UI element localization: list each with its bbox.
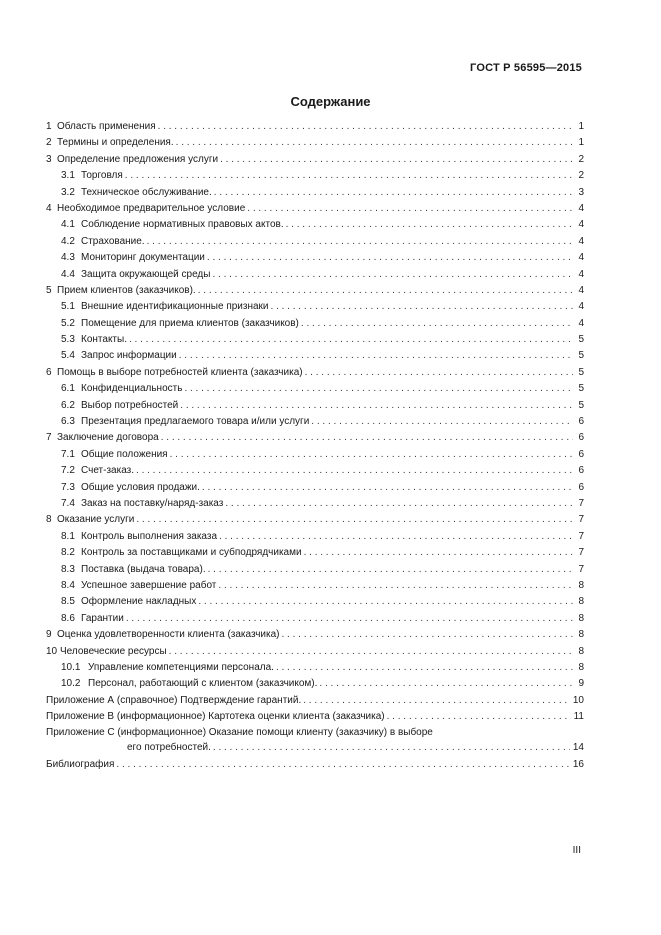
dot-leader xyxy=(247,201,573,217)
toc-entry-number: 5.4 xyxy=(61,350,75,362)
toc-entry-page: 8 xyxy=(578,661,584,673)
dot-leader xyxy=(126,611,573,627)
toc-entry-page: 11 xyxy=(573,711,584,723)
toc-entry-title: Общие условия продажи. xyxy=(81,481,200,493)
toc-entry-page: 6 xyxy=(578,416,584,428)
toc-entry-number: 8.1 xyxy=(61,530,75,542)
toc-entry-title: Контакты. xyxy=(81,334,127,346)
page-title: Содержание xyxy=(290,94,371,109)
toc-entry-title: Оценка удовлетворенности клиента (заказчика) xyxy=(57,629,280,641)
toc-entry-number: 4 xyxy=(46,202,52,214)
toc-entry-number: 7.1 xyxy=(61,448,75,460)
toc-entry[interactable] xyxy=(46,529,584,545)
toc-entry-number: 8.5 xyxy=(61,596,75,608)
toc-entry-number: 6 xyxy=(46,366,52,378)
toc-entry[interactable] xyxy=(46,152,584,168)
dot-leader xyxy=(387,709,571,725)
toc-entry-title: Термины и определения. xyxy=(57,137,174,149)
toc-entry-title: Гарантии xyxy=(81,612,124,624)
toc-entry-page: 4 xyxy=(578,252,584,264)
toc-entry-title: Запрос информации xyxy=(81,350,177,362)
toc-entry-title: Внешние идентификационные признаки xyxy=(81,301,269,313)
toc-entry[interactable] xyxy=(46,430,584,446)
toc-entry-number: 7.3 xyxy=(61,481,75,493)
page-number: III xyxy=(572,845,581,856)
dot-leader xyxy=(311,414,573,430)
toc-entry[interactable] xyxy=(46,316,584,332)
toc-entry-number: 5 xyxy=(46,284,52,296)
toc-entry-number: 7.2 xyxy=(61,465,75,477)
toc-entry-title: Страхование. xyxy=(81,235,145,247)
dot-leader xyxy=(176,135,573,151)
toc-entry-page: 8 xyxy=(578,596,584,608)
toc-entry-title: Прием клиентов (заказчиков). xyxy=(57,284,196,296)
toc-entry[interactable] xyxy=(46,660,584,676)
toc-entry[interactable] xyxy=(46,283,584,299)
toc-entry[interactable] xyxy=(46,168,584,184)
toc-entry[interactable] xyxy=(46,135,584,151)
toc-entry-title: Управление компетенциями персонала. xyxy=(88,661,274,673)
toc-entry-page: 10 xyxy=(572,694,584,706)
toc-entry[interactable] xyxy=(46,676,584,692)
dot-leader xyxy=(305,365,573,381)
toc-entry-page: 6 xyxy=(578,465,584,477)
toc-entry-page: 4 xyxy=(578,317,584,329)
dot-leader xyxy=(218,578,573,594)
toc-entry-page: 4 xyxy=(578,219,584,231)
toc-entry-title: Контроль выполнения заказа xyxy=(81,530,218,542)
toc-entry-title: Заказ на поставку/наряд-заказ xyxy=(81,497,224,509)
toc-entry-appendix-c-cont[interactable] xyxy=(46,740,584,756)
dot-leader xyxy=(207,250,573,266)
toc-entry-bibliography[interactable] xyxy=(46,757,584,773)
dot-leader xyxy=(125,168,573,184)
toc-entry-title: Мониторинг документации xyxy=(81,252,205,264)
dot-leader xyxy=(225,496,573,512)
toc-entry-page: 7 xyxy=(578,563,584,575)
toc-entry-number: 10.1 xyxy=(61,661,81,673)
toc-entry-number: 8.6 xyxy=(61,612,75,624)
toc-entry-page: 5 xyxy=(578,399,584,411)
toc-entry-number: 10 xyxy=(46,645,58,657)
toc-entry-page: 5 xyxy=(578,366,584,378)
dot-leader xyxy=(180,398,573,414)
toc-entry-title: Презентация предлагаемого товара и/или услуги xyxy=(81,416,310,428)
toc-entry-number: 6.1 xyxy=(61,383,75,395)
toc-entry[interactable] xyxy=(46,201,584,217)
dot-leader xyxy=(136,463,573,479)
toc-entry-title: Оформление накладных xyxy=(81,596,197,608)
toc-entry[interactable] xyxy=(46,348,584,364)
toc-entry-page: 7 xyxy=(578,497,584,509)
toc-entry-page: 16 xyxy=(572,758,584,770)
toc-entry-page: 6 xyxy=(578,481,584,493)
toc-entry-title: Необходимое предварительное условие xyxy=(57,202,246,214)
toc-entry-title: Оказание услуги xyxy=(57,514,135,526)
toc-entry-page: 14 xyxy=(572,742,584,754)
toc-entry-page: 8 xyxy=(578,612,584,624)
toc-entry-title: Область применения xyxy=(57,121,156,132)
toc-entry[interactable] xyxy=(46,693,584,709)
toc-entry-page: 2 xyxy=(578,153,584,165)
toc-entry-page: 5 xyxy=(578,383,584,395)
dot-leader xyxy=(116,757,569,773)
toc-entry-title: Заключение договора xyxy=(57,432,159,444)
dot-leader xyxy=(184,381,573,397)
toc-entry-title: Контроль за поставщиками и субподрядчиками xyxy=(81,547,302,559)
toc-entry[interactable] xyxy=(46,250,584,266)
toc-entry-number: 4.2 xyxy=(61,235,75,247)
toc-entry-title: Общие положения xyxy=(81,448,168,460)
toc-entry[interactable] xyxy=(46,480,584,496)
toc-entry[interactable] xyxy=(46,627,584,643)
toc-entry-title: Библиография xyxy=(46,758,115,770)
toc-entry[interactable] xyxy=(46,185,584,201)
toc-entry-title: Успешное завершение работ xyxy=(81,579,217,591)
toc-entry[interactable] xyxy=(46,398,584,414)
toc-entry[interactable] xyxy=(46,496,584,512)
dot-leader xyxy=(198,594,573,610)
dot-leader xyxy=(170,447,573,463)
dot-leader xyxy=(169,644,573,660)
toc-entry-number: 7 xyxy=(46,432,52,444)
dot-leader xyxy=(129,332,573,348)
dot-leader xyxy=(219,529,573,545)
toc-entry[interactable] xyxy=(46,267,584,283)
toc-entry-title: Определение предложения услуги xyxy=(57,153,219,165)
toc-entry-number: 2 xyxy=(46,137,52,149)
toc-entry-title: Человеческие ресурсы xyxy=(60,645,167,657)
dot-leader xyxy=(179,348,573,364)
dot-leader xyxy=(286,217,573,233)
toc-entry-page: 4 xyxy=(578,202,584,214)
toc-entry[interactable] xyxy=(46,644,584,660)
toc-entry[interactable] xyxy=(46,512,584,528)
dot-leader xyxy=(202,480,573,496)
dot-leader xyxy=(220,152,573,168)
toc-entry-page: 2 xyxy=(578,170,584,182)
dot-leader xyxy=(213,740,570,756)
dot-leader xyxy=(319,676,573,692)
toc-entry-page: 9 xyxy=(578,678,584,690)
toc-entry-title: Помещение для приема клиентов (заказчиков) xyxy=(81,317,299,329)
toc-entry-title: Приложение С (информационное) Оказание помощи клиенту (заказчику) в выборе xyxy=(46,727,433,739)
toc-entry-title: Соблюдение нормативных правовых актов. xyxy=(81,219,284,231)
toc-entry-title: Защита окружающей среды xyxy=(81,268,211,280)
toc-entry-number: 8.2 xyxy=(61,547,75,559)
toc-entry-title: Счет-заказ. xyxy=(81,465,135,477)
toc-entry[interactable] xyxy=(46,234,584,250)
table-of-contents xyxy=(46,119,584,773)
toc-entry-page: 1 xyxy=(578,137,584,149)
toc-entry-title: Выбор потребностей xyxy=(81,399,179,411)
toc-entry-number: 4.4 xyxy=(61,268,75,280)
toc-entry-page: 6 xyxy=(578,448,584,460)
document-code: ГОСТ Р 56595—2015 xyxy=(470,62,582,74)
toc-entry-number: 4.3 xyxy=(61,252,75,264)
toc-entry[interactable] xyxy=(46,578,584,594)
toc-entry-page: 5 xyxy=(578,334,584,346)
toc-entry-number: 5.3 xyxy=(61,334,75,346)
toc-entry[interactable] xyxy=(46,709,584,725)
toc-entry-page: 4 xyxy=(578,268,584,280)
dot-leader xyxy=(214,185,573,201)
toc-entry[interactable] xyxy=(46,414,584,430)
toc-entry-page: 4 xyxy=(578,301,584,313)
dot-leader xyxy=(158,119,573,135)
toc-entry-number: 4.1 xyxy=(61,219,75,231)
toc-entry-title: Помощь в выборе потребностей клиента (заказчика) xyxy=(57,366,303,378)
toc-entry[interactable] xyxy=(46,545,584,561)
toc-entry-title: Поставка (выдача товара). xyxy=(81,563,206,575)
dot-leader xyxy=(147,234,573,250)
toc-entry[interactable] xyxy=(46,562,584,578)
toc-entry-title: Конфиденциальность xyxy=(81,383,183,395)
dot-leader xyxy=(276,660,573,676)
toc-entry-page: 1 xyxy=(578,121,584,132)
toc-entry-number: 8.3 xyxy=(61,563,75,575)
toc-entry-number: 1 xyxy=(46,121,52,132)
toc-entry-page: 5 xyxy=(578,350,584,362)
dot-leader xyxy=(208,562,573,578)
toc-entry-number: 3.2 xyxy=(61,186,75,198)
toc-entry-number: 9 xyxy=(46,629,52,641)
toc-entry[interactable] xyxy=(46,381,584,397)
toc-entry[interactable] xyxy=(46,332,584,348)
toc-entry-page: 7 xyxy=(578,530,584,542)
toc-entry-page: 7 xyxy=(578,547,584,559)
toc-entry-page: 8 xyxy=(578,579,584,591)
toc-entry-number: 5.1 xyxy=(61,301,75,313)
toc-entry[interactable] xyxy=(46,299,584,315)
toc-entry-number: 7.4 xyxy=(61,497,75,509)
toc-entry-appendix-c[interactable] xyxy=(46,725,584,740)
toc-entry-number: 6.2 xyxy=(61,399,75,411)
toc-entry-number: 3.1 xyxy=(61,170,75,182)
toc-entry-page: 8 xyxy=(578,629,584,641)
dot-leader xyxy=(282,627,574,643)
toc-entry[interactable] xyxy=(46,217,584,233)
dot-leader xyxy=(304,545,573,561)
toc-entry-title-continued: его потребностей. xyxy=(127,742,211,754)
dot-leader xyxy=(271,299,573,315)
toc-entry-title: Торговля xyxy=(81,170,123,182)
toc-entry[interactable] xyxy=(46,447,584,463)
toc-entry-title: Приложение А (справочное) Подтверждение гарантий. xyxy=(46,694,302,706)
toc-entry[interactable] xyxy=(46,119,584,135)
toc-entry-page: 4 xyxy=(578,235,584,247)
toc-entry[interactable] xyxy=(46,594,584,610)
toc-entry-number: 3 xyxy=(46,153,52,165)
toc-entry-title: Персонал, работающий с клиентом (заказчиком). xyxy=(88,678,318,690)
toc-entry-page: 4 xyxy=(578,284,584,296)
dot-leader xyxy=(198,283,573,299)
toc-entry-title: Техническое обслуживание. xyxy=(81,186,212,198)
toc-entry-number: 5.2 xyxy=(61,317,75,329)
toc-entry-page: 7 xyxy=(578,514,584,526)
toc-entry-number: 10.2 xyxy=(61,678,81,690)
dot-leader xyxy=(161,430,573,446)
toc-entry-page: 8 xyxy=(578,645,584,657)
toc-entry-number: 8.4 xyxy=(61,579,75,591)
dot-leader xyxy=(301,316,573,332)
dot-leader xyxy=(303,693,570,709)
toc-entry-title: Приложение В (информационное) Картотека оценки клиента (заказчика) xyxy=(46,711,385,723)
dot-leader xyxy=(212,267,573,283)
toc-entry[interactable] xyxy=(46,365,584,381)
toc-entry[interactable] xyxy=(46,463,584,479)
toc-entry-page: 6 xyxy=(578,432,584,444)
toc-entry[interactable] xyxy=(46,611,584,627)
toc-entry-number: 6.3 xyxy=(61,416,75,428)
toc-entry-page: 3 xyxy=(578,186,584,198)
toc-entry-number: 8 xyxy=(46,514,52,526)
dot-leader xyxy=(136,512,573,528)
